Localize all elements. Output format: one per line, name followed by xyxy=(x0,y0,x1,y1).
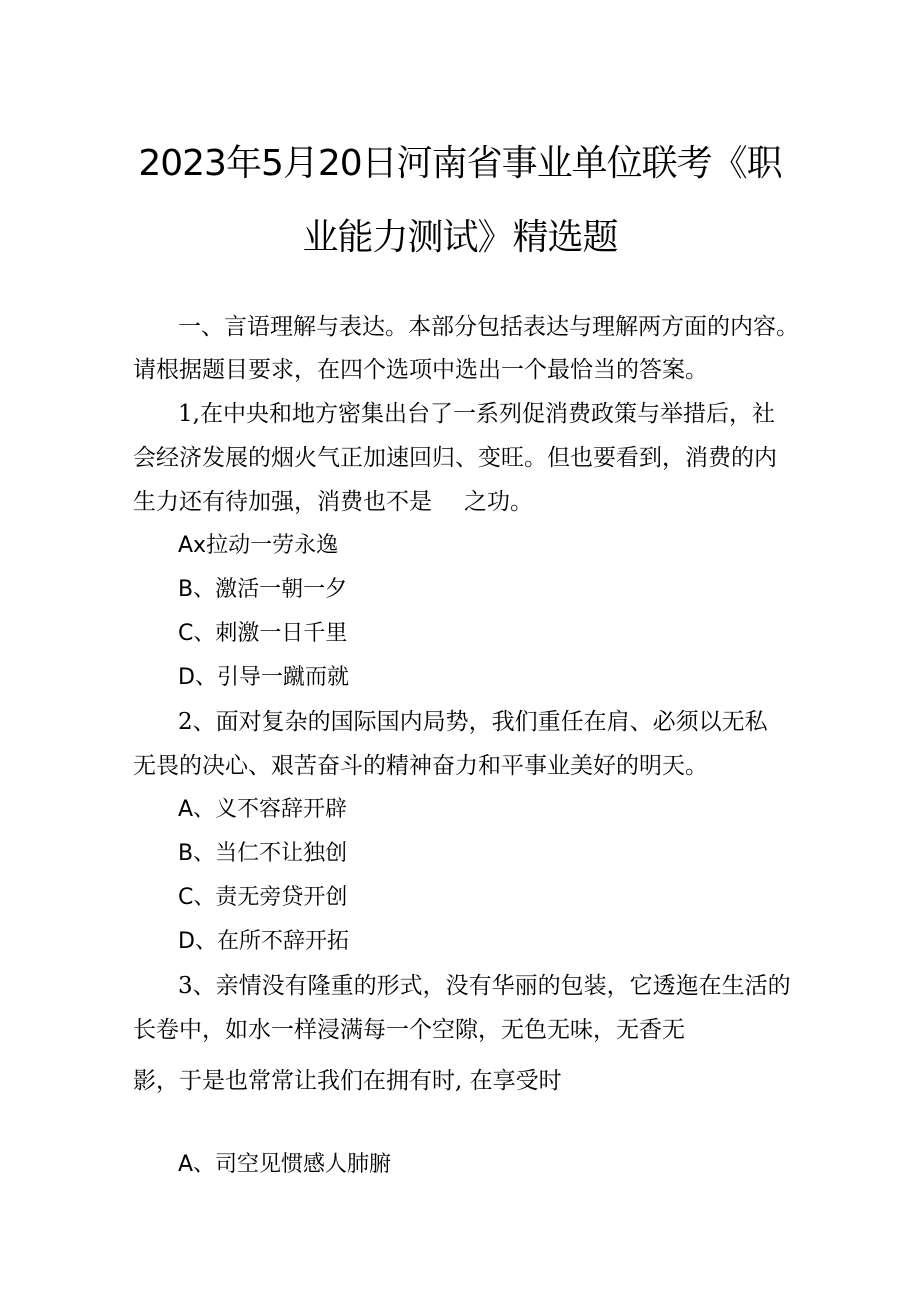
document-title-line-1: 2023年5月20日河南省事业单位联考《职 xyxy=(138,143,782,184)
question-1-stem-before-blank: 生力还有待加强，消费也不是 xyxy=(133,489,432,515)
question-1-line-2: 会经济发展的烟火气正加速回归、变旺。但也要看到，消费的内 xyxy=(133,445,777,471)
question-1-line-3 xyxy=(133,487,533,517)
question-2-option-a: A、义不容辞开辟 xyxy=(178,797,348,822)
intro-paragraph-line-1: 一、言语理解与表达。本部分包括表达与理解两方面的内容。 xyxy=(178,314,799,340)
question-1-option-b: B、激活一朝一夕 xyxy=(178,577,348,602)
question-2-line-2: 无畏的决心、艰苦奋斗的精神奋力和平事业美好的明天。 xyxy=(133,753,708,779)
question-1-option-c: C、刺激一日千里 xyxy=(178,621,348,646)
question-2-option-b: B、当仁不让独创 xyxy=(178,841,348,866)
question-1-option-a: Ax拉动一劳永逸 xyxy=(178,533,339,558)
question-2-line-1: 2、面对复杂的国际国内局势，我们重任在肩、必须以无私 xyxy=(178,709,768,735)
question-2-option-d: D、在所不辞开拓 xyxy=(178,929,349,954)
question-3-option-a: A、司空见惯感人肺腑 xyxy=(178,1152,392,1177)
question-3-line-3: 影，于是也常常让我们在拥有时, 在享受时 xyxy=(133,1068,562,1094)
question-3-line-1: 3、亲情没有隆重的形式，没有华丽的包装，它透迤在生活的 xyxy=(178,973,791,999)
question-2-option-c: C、责无旁贷开创 xyxy=(178,885,348,910)
intro-paragraph-line-2: 请根据题目要求，在四个选项中选出一个最恰当的答案。 xyxy=(133,357,708,383)
question-1-line-1: 1,在中央和地方密集出台了一系列促消费政策与举措后，社 xyxy=(178,401,775,427)
question-1-stem-after-blank: 之功。 xyxy=(464,489,533,515)
question-3-line-2: 长卷中，如水一样浸满每一个空隙，无色无味，无香无 xyxy=(133,1017,685,1043)
question-1-option-d: D、引导一蹴而就 xyxy=(178,665,349,690)
document-title-line-2: 业能力测试》精选题 xyxy=(302,217,618,258)
